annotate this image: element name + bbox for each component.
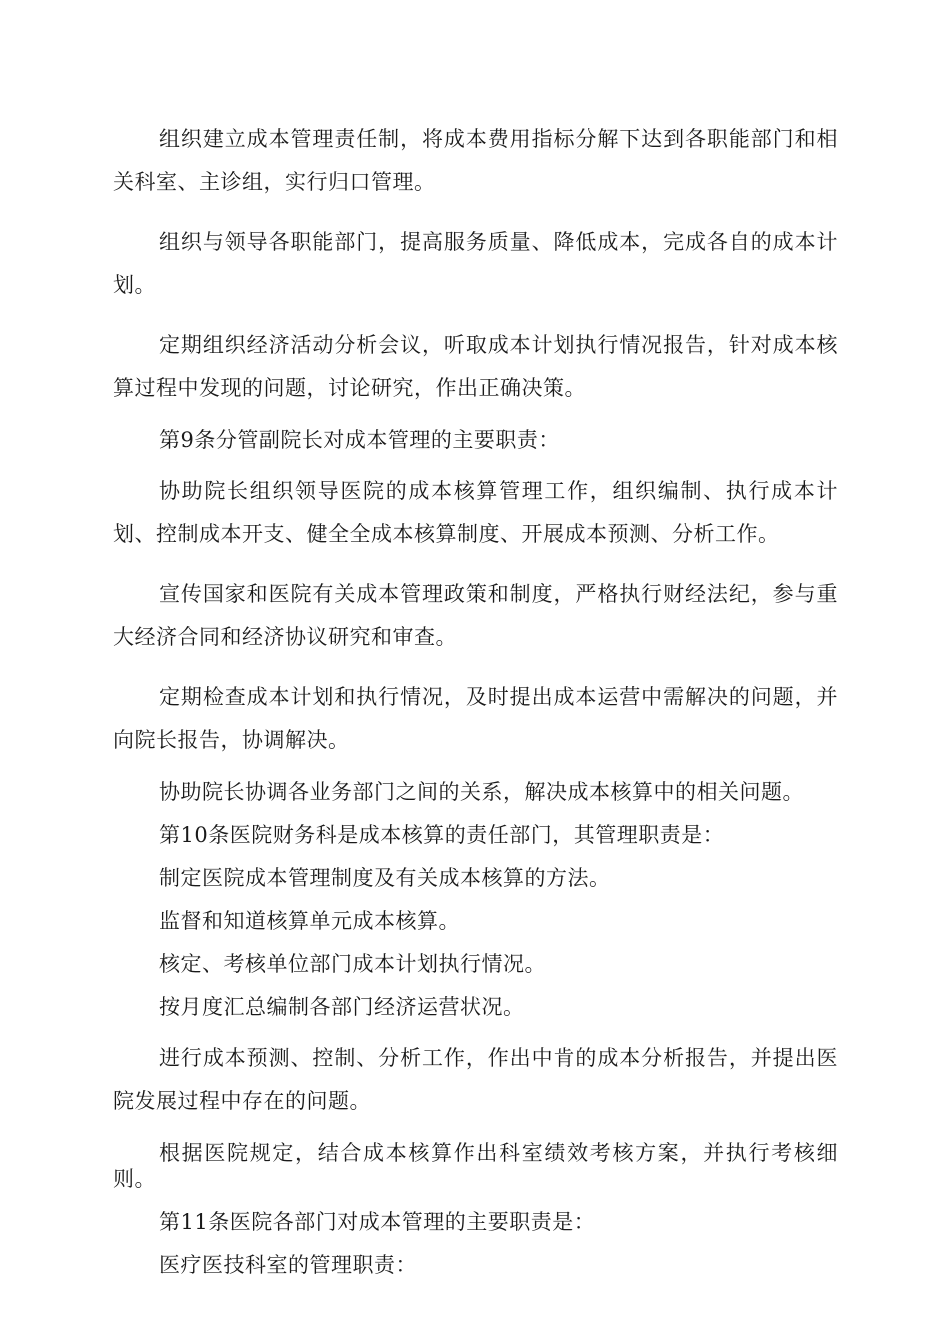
- paragraph: 定期检查成本计划和执行情况，及时提出成本运营中需解决的问题，并向院长报告，协调解决。: [113, 685, 838, 752]
- article-heading: 第9条分管副院长对成本管理的主要职责：: [159, 428, 560, 452]
- paragraph: 组织建立成本管理责任制，将成本费用指标分解下达到各职能部门和相关科室、主诊组，实行归口管理。: [113, 127, 838, 194]
- paragraph: 宣传国家和医院有关成本管理政策和制度，严格执行财经法纪，参与重大经济合同和经济协议研究和审查。: [113, 582, 838, 649]
- paragraph: 协助院长组织领导医院的成本核算管理工作，组织编制、执行成本计划、控制成本开支、健全全成本核算制度、开展成本预测、分析工作。: [113, 479, 838, 546]
- paragraph: 进行成本预测、控制、分析工作，作出中肯的成本分析报告，并提出医院发展过程中存在的问题。: [113, 1046, 838, 1113]
- paragraph: 核定、考核单位部门成本计划执行情况。: [159, 952, 546, 976]
- document-body: [113, 118, 838, 1295]
- paragraph: 制定医院成本管理制度及有关成本核算的方法。: [159, 866, 611, 890]
- article-heading: 第10条医院财务科是成本核算的责任部门，其管理职责是：: [159, 823, 725, 847]
- paragraph: 根据医院规定，结合成本核算作出科室绩效考核方案，并执行考核细则。: [113, 1141, 838, 1191]
- paragraph: 协助院长协调各业务部门之间的关系，解决成本核算中的相关问题。: [159, 780, 804, 804]
- paragraph: 监督和知道核算单元成本核算。: [159, 909, 460, 933]
- paragraph: 按月度汇总编制各部门经济运营状况。: [159, 995, 525, 1019]
- paragraph: 医疗医技科室的管理职责：: [159, 1253, 417, 1277]
- paragraph: 组织与领导各职能部门，提高服务质量、降低成本，完成各自的成本计划。: [113, 230, 838, 297]
- article-heading: 第11条医院各部门对成本管理的主要职责是：: [159, 1210, 596, 1234]
- paragraph: 定期组织经济活动分析会议，听取成本计划执行情况报告，针对成本核算过程中发现的问题，讨论研究，作出正确决策。: [113, 333, 838, 400]
